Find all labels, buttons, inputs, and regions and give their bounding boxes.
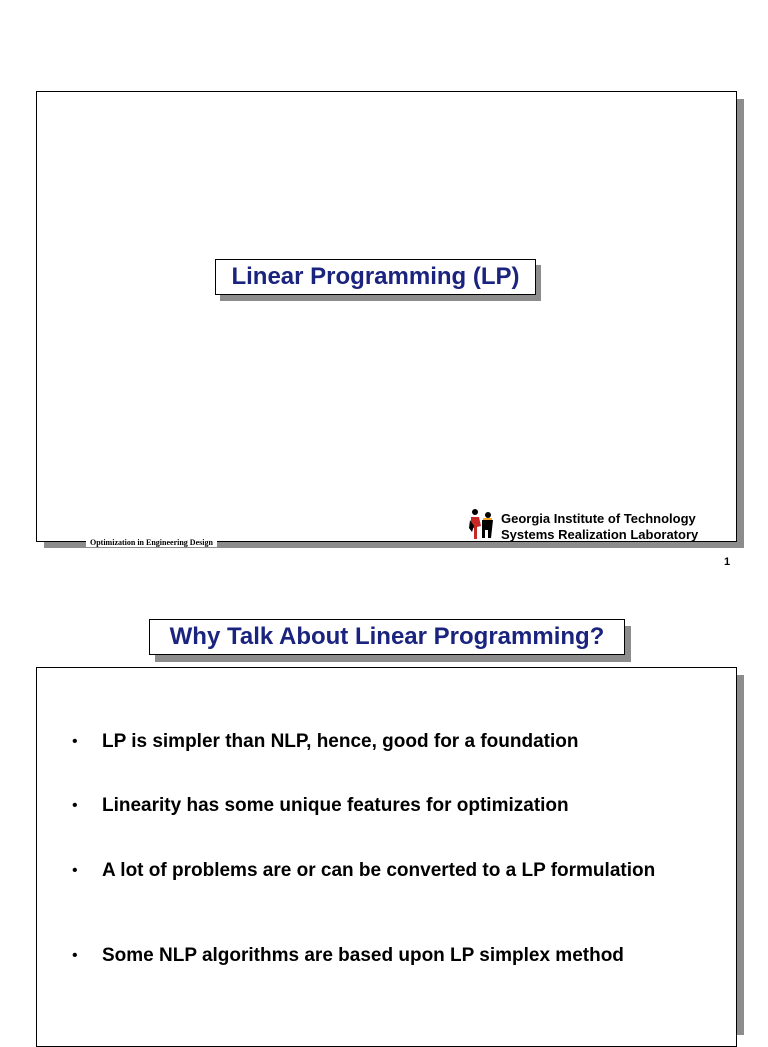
bullet-icon: • bbox=[72, 862, 78, 879]
institution-name: Georgia Institute of Technology bbox=[501, 511, 696, 526]
bullet-text: Linearity has some unique features for optimization bbox=[102, 795, 569, 816]
georgia-tech-srl-logo-icon bbox=[468, 508, 498, 542]
slide1-frame bbox=[36, 91, 737, 542]
bullet-item bbox=[72, 732, 578, 752]
bullet-item bbox=[72, 946, 624, 966]
bullet-item bbox=[72, 861, 655, 881]
bullet-icon: • bbox=[72, 947, 78, 964]
bullet-text: A lot of problems are or can be converted to a LP formulation bbox=[102, 860, 656, 881]
bullet-item bbox=[72, 796, 569, 816]
bullet-text: Some NLP algorithms are based upon LP simplex method bbox=[102, 945, 624, 966]
slide1-title: Linear Programming (LP) bbox=[215, 259, 536, 295]
bullet-icon: • bbox=[72, 797, 78, 814]
page-number: 1 bbox=[724, 556, 731, 568]
footer-course-label: Optimization in Engineering Design bbox=[86, 538, 217, 547]
bullet-icon: • bbox=[72, 733, 78, 750]
bullet-text: LP is simpler than NLP, hence, good for a foundation bbox=[102, 731, 579, 752]
slide2-shadow-right bbox=[737, 675, 744, 1035]
slide2-frame bbox=[36, 667, 737, 1047]
slide1-shadow-right bbox=[737, 99, 744, 548]
lab-name: Systems Realization Laboratory bbox=[501, 527, 699, 542]
slide2-title: Why Talk About Linear Programming? bbox=[149, 619, 625, 655]
